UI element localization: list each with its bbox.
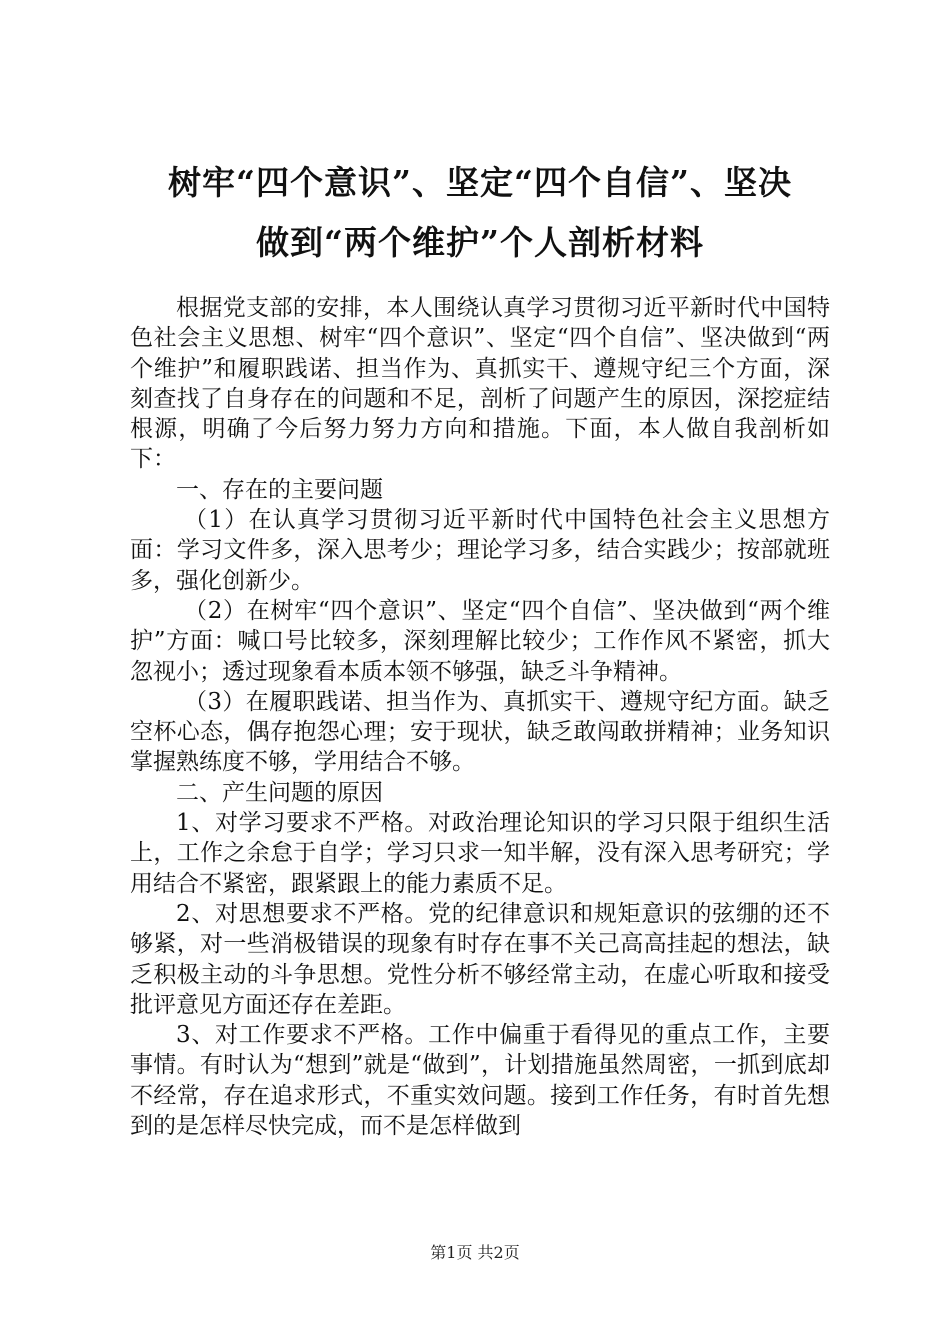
document-body xyxy=(130,293,830,1141)
problem-paragraph-3: （3）在履职践诺、担当作为、真抓实干、遵规守纪方面。缺乏空杯心态，偶存抱怨心理；安于现状，缺乏敢闯敢拼精神；业务知识掌握熟练度不够，学用结合不够。 xyxy=(130,688,830,776)
document-title-line-1: 树牢“四个意识”、坚定“四个自信”、坚决 xyxy=(168,163,792,202)
page-footer: 第1页 共2页 xyxy=(430,1243,520,1262)
cause-paragraph-2: 2、对思想要求不严格。党的纪律意识和规矩意识的弦绷的还不够紧，对一些消极错误的现象有时存在事不关己高高挂起的想法，缺乏积极主动的斗争思想。党性分析不够经常主动，在虚心听取和接受批评意见方面还存在差距。 xyxy=(130,900,830,1018)
section-heading-causes: 二、产生问题的原因 xyxy=(176,779,383,806)
cause-paragraph-1: 1、对学习要求不严格。对政治理论知识的学习只限于组织生活上，工作之余怠于自学；学习只求一知半解，没有深入思考研究；学用结合不紧密，跟紧跟上的能力素质不足。 xyxy=(130,810,830,897)
section-heading-problems: 一、存在的主要问题 xyxy=(176,476,383,503)
cause-paragraph-3: 3、对工作要求不严格。工作中偏重于看得见的重点工作，主要事情。有时认为“想到”就是“做到”，计划措施虽然周密，一抓到底却不经常，存在追求形式，不重实效问题。接到工作任务，有时首先想到的是怎样尽快完成，而不是怎样做到 xyxy=(130,1022,830,1140)
problem-paragraph-2: （2）在树牢“四个意识”、坚定“四个自信”、坚决做到“两个维护”方面：喊口号比较多，深刻理解比较少；工作作风不紧密，抓大忽视小；透过现象看本质本领不够强，缺乏斗争精神。 xyxy=(130,597,830,685)
problem-paragraph-1: （1）在认真学习贯彻习近平新时代中国特色社会主义思想方面：学习文件多，深入思考少；理论学习多，结合实践少；按部就班多，强化创新少。 xyxy=(130,507,830,594)
intro-paragraph: 根据党支部的安排，本人围绕认真学习贯彻习近平新时代中国特色社会主义思想、树牢“四个意识”、坚定“四个自信”、坚决做到“两个维护”和履职践诺、担当作为、真抓实干、遵规守纪三个方面，深刻查找了自身存在的问题和不足，剖析了问题产生的原因，深挖症结根源，明确了今后努力努力方向和措施。下面，本人做自我剖析如下： xyxy=(130,295,830,473)
document-title-line-2: 做到“两个维护”个人剖析材料 xyxy=(256,223,704,262)
